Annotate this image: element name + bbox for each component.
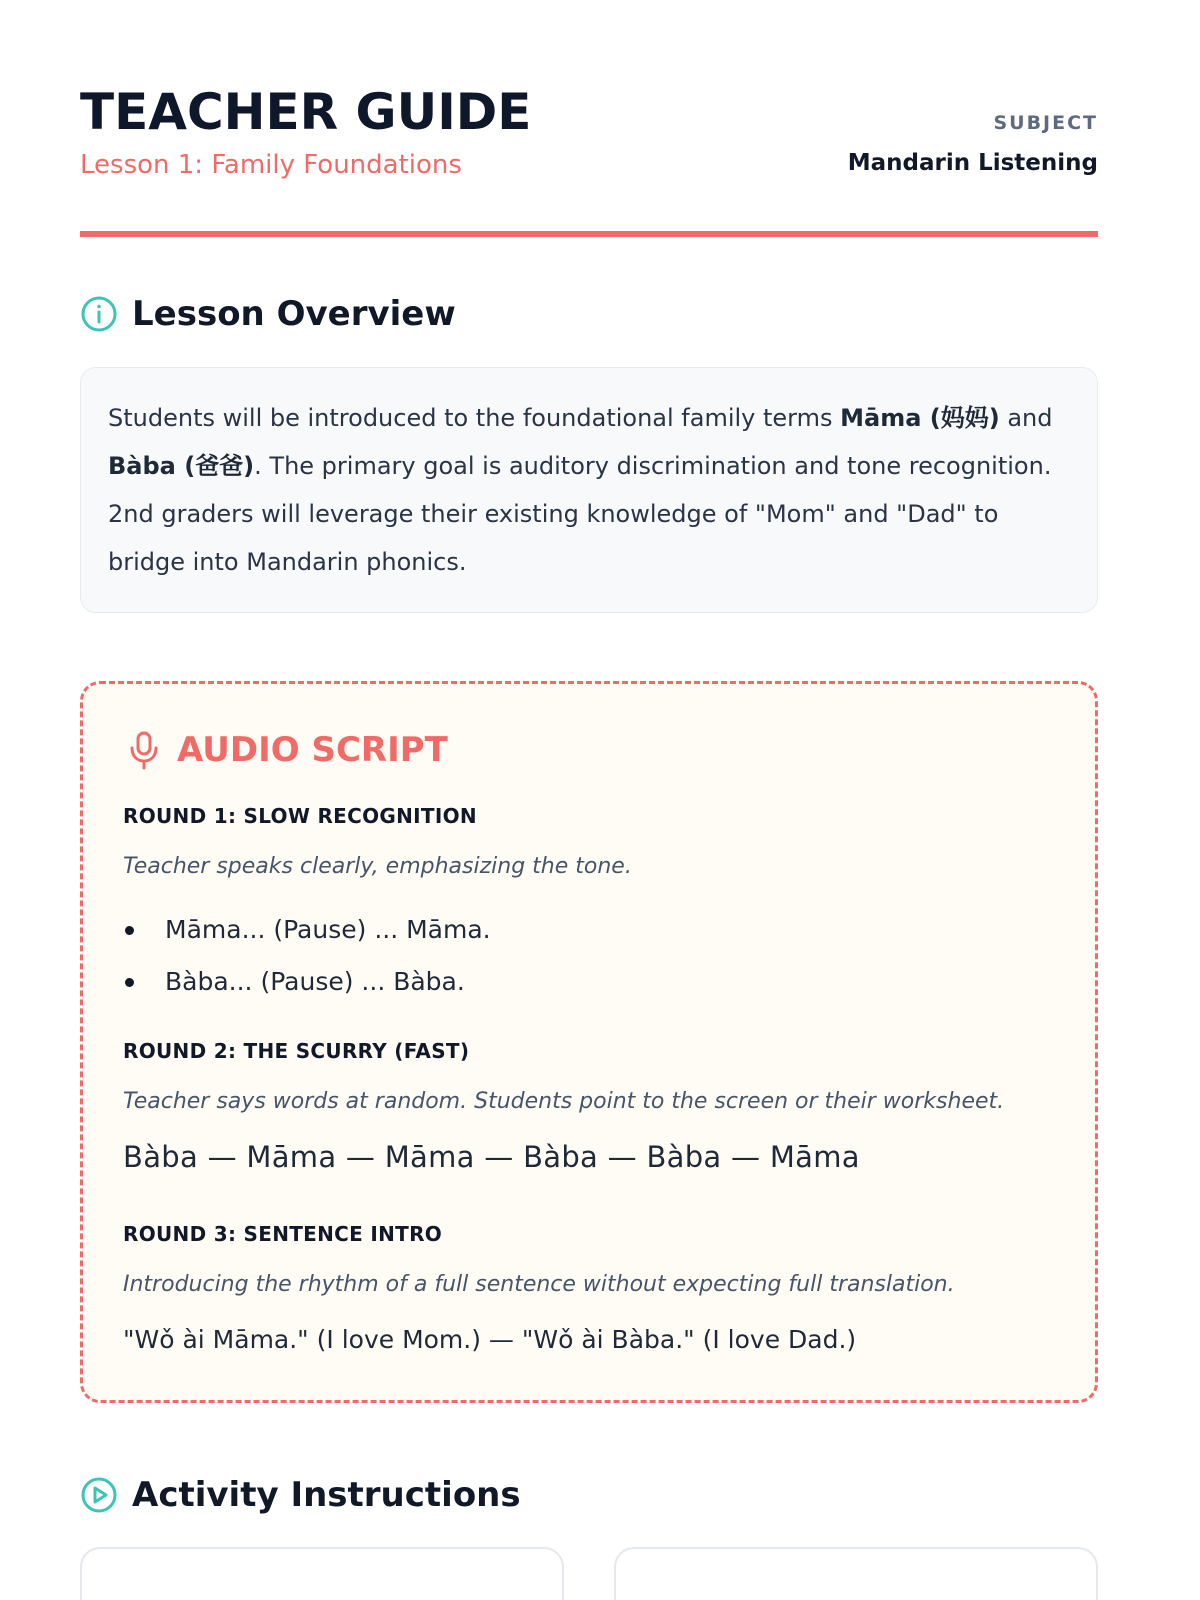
round-3-title: ROUND 3: SENTENCE INTRO [123, 1222, 443, 1246]
header-divider [80, 231, 1098, 237]
page-header [80, 78, 1098, 238]
overview-box [80, 367, 1098, 613]
list-item: Bàba... (Pause) ... Bàba. [123, 956, 1063, 1008]
overview-text-pre: Students will be introduced to the foundational family terms [108, 404, 841, 432]
round-1-list [123, 904, 1063, 1008]
overview-text [108, 394, 1071, 586]
subject-label: SUBJECT [993, 112, 1098, 134]
audio-script-title [127, 728, 448, 772]
term-mama: Māma (妈妈) [840, 404, 1000, 432]
round-2-note: Teacher says words at random. Students point to the screen or their worksheet. [123, 1089, 1005, 1114]
overview-text-mid: and [999, 404, 1053, 432]
round-1-title: ROUND 1: SLOW RECOGNITION [123, 804, 477, 828]
term-baba: Bàba (爸爸) [108, 452, 255, 480]
audio-script-title-label: AUDIO SCRIPT [177, 730, 448, 770]
round-1-note: Teacher speaks clearly, emphasizing the tone. [123, 854, 632, 879]
round-2 [123, 1037, 1063, 1177]
scurry-sequence: Bàba — Māma — Māma — Bàba — Bàba — Māma [123, 1140, 860, 1174]
round-3-note: Introducing the rhythm of a full sentence without expecting full translation. [123, 1272, 955, 1297]
round-3 [123, 1220, 1063, 1358]
round-1 [123, 802, 1063, 1008]
activity-heading [80, 1471, 521, 1519]
activity-card [80, 1547, 564, 1600]
page-title: TEACHER GUIDE [80, 83, 532, 141]
audio-script-box [80, 681, 1098, 1403]
overview-text-post: . The primary goal is auditory discrimination and tone recognition. 2nd graders will leverage their existing knowledge of "Mom" and "Dad" to bridge into Mandarin phonics. [108, 452, 1052, 576]
activity-card [614, 1547, 1098, 1600]
subject-value: Mandarin Listening [847, 150, 1098, 176]
microphone-icon [127, 730, 161, 770]
activity-heading-label: Activity Instructions [132, 1475, 521, 1515]
list-item: Māma... (Pause) ... Māma. [123, 904, 1063, 956]
overview-heading-label: Lesson Overview [132, 294, 456, 334]
info-circle-icon [80, 295, 118, 333]
overview-heading [80, 290, 456, 338]
lesson-subtitle: Lesson 1: Family Foundations [80, 150, 462, 180]
sentence-example: "Wǒ ài Māma." (I love Mom.) — "Wǒ ài Bàba." (I love Dad.) [123, 1325, 857, 1354]
round-2-title: ROUND 2: THE SCURRY (FAST) [123, 1039, 470, 1063]
play-circle-icon [80, 1476, 118, 1514]
